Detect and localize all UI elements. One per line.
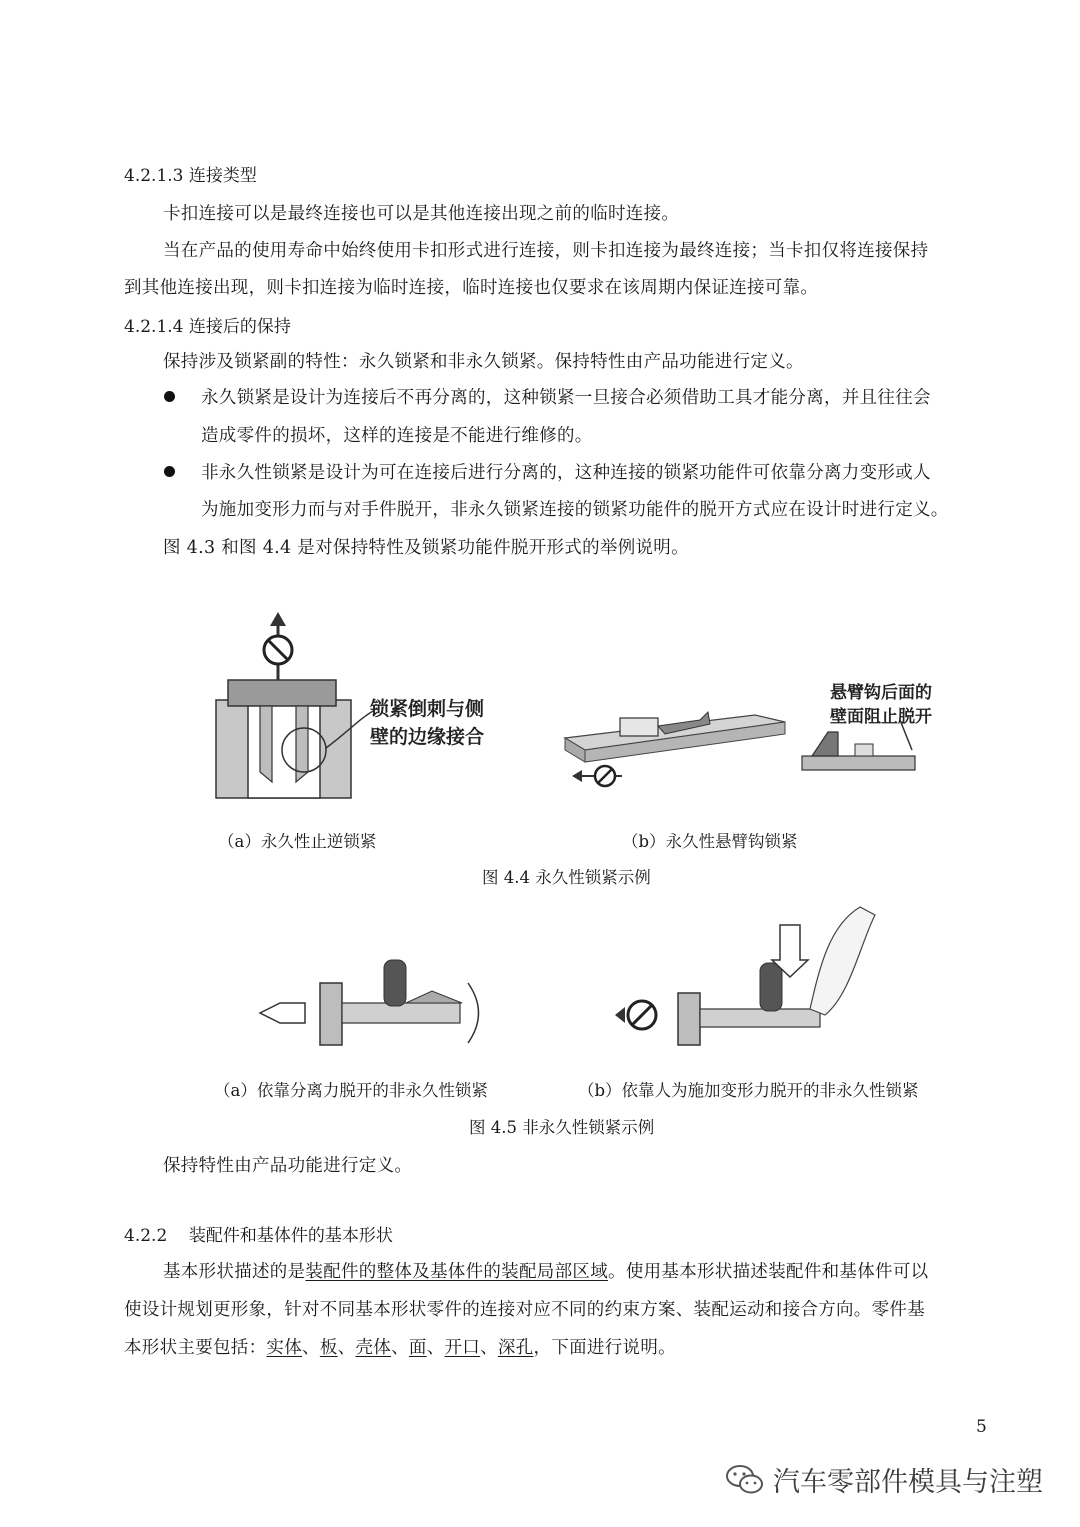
shape-term: 壳体 — [355, 1338, 392, 1358]
paragraph: 保持特性由产品功能进行定义。 — [163, 1156, 413, 1176]
figure-label: 悬臂钩后面的 — [830, 683, 932, 703]
watermark — [725, 1460, 1043, 1499]
no-pull-icon — [572, 766, 622, 786]
bullet-text-line: 非永久性锁紧是设计为可在连接后进行分离的，这种连接的锁紧功能件可依靠分离力变形或人 — [201, 463, 931, 483]
figure-caption: 图 4.5 非永久性锁紧示例 — [469, 1118, 655, 1137]
figure-b-cantilever-hook — [565, 682, 932, 786]
figure-subcaption: （a）永久性止逆锁紧 — [218, 832, 377, 851]
bullet-icon — [164, 466, 175, 477]
no-pull-icon — [615, 1001, 656, 1029]
shape-term: 开口 — [444, 1338, 481, 1358]
figure-4-4-illustration — [210, 600, 990, 815]
section-heading-4-2-2: 4.2.2 装配件和基体件的基本形状 — [124, 1226, 393, 1246]
figure-4-5-illustration — [250, 905, 880, 1055]
text-run: ，下面进行说明。 — [533, 1338, 676, 1358]
separator: 、 — [426, 1338, 445, 1358]
watermark-text: 汽车零部件模具与注塑 — [773, 1467, 1043, 1498]
bullet-icon — [164, 391, 175, 402]
section-heading-4-2-1-3: 4.2.1.3 连接类型 — [124, 166, 257, 186]
figure-b-manual-deformation — [615, 907, 875, 1045]
figure-subcaption: （a）依靠分离力脱开的非永久性锁紧 — [214, 1081, 488, 1100]
figure-label: 锁紧倒刺与侧 — [370, 698, 485, 720]
separator: 、 — [337, 1338, 356, 1358]
figure-label: 壁的边缘接合 — [370, 726, 485, 748]
shape-term: 面 — [408, 1338, 427, 1358]
shape-term: 板 — [319, 1338, 338, 1358]
no-pull-icon — [264, 612, 292, 680]
bullet-text-line: 永久锁紧是设计为连接后不再分离的，这种锁紧一旦接合必须借助工具才能分离，并且往往会 — [201, 388, 931, 408]
paragraph: 图 4.3 和图 4.4 是对保持特性及锁紧功能件脱开形式的举例说明。 — [163, 538, 689, 558]
paragraph: 保持涉及锁紧副的特性：永久锁紧和非永久锁紧。保持特性由产品功能进行定义。 — [163, 352, 804, 372]
section-heading-4-2-1-4: 4.2.1.4 连接后的保持 — [124, 317, 291, 337]
bullet-text-line: 为施加变形力而与对手件脱开，非永久锁紧连接的锁紧功能件的脱开方式应在设计时进行定义。 — [201, 500, 949, 520]
wechat-icon — [725, 1463, 765, 1497]
separator: 、 — [391, 1338, 409, 1358]
paragraph-line: 当在产品的使用寿命中始终使用卡扣形式进行连接，则卡扣连接为最终连接；当卡扣仅将连接保持 — [163, 241, 929, 261]
bullet-text-line: 造成零件的损坏，这样的连接是不能进行维修的。 — [201, 426, 593, 446]
text-run: 本形状主要包括： — [124, 1338, 267, 1358]
page-number: 5 — [976, 1417, 987, 1437]
paragraph: 卡扣连接可以是最终连接也可以是其他连接出现之前的临时连接。 — [163, 204, 680, 224]
shape-term: 深孔 — [497, 1338, 534, 1358]
paragraph-line: 到其他连接出现，则卡扣连接为临时连接，临时连接也仅要求在该周期内保证连接可靠。 — [124, 278, 819, 298]
shape-term: 实体 — [266, 1338, 303, 1358]
figure-a-permanent-barb — [216, 612, 484, 798]
separator: 、 — [302, 1338, 320, 1358]
paragraph-line — [163, 1258, 928, 1283]
text-run: 。使用基本形状描述装配件和基体件可以 — [608, 1262, 929, 1282]
figure-a-separation-force — [260, 960, 479, 1045]
paragraph-line — [124, 1334, 676, 1359]
figure-caption: 图 4.4 永久性锁紧示例 — [482, 868, 651, 887]
figure-subcaption: （b）依靠人为施加变形力脱开的非永久性锁紧 — [578, 1081, 919, 1100]
figure-subcaption: （b）永久性悬臂钩锁紧 — [622, 832, 798, 851]
paragraph-line: 使设计规划更形象，针对不同基本形状零件的连接对应不同的约束方案、装配运动和接合方向。零件基 — [124, 1300, 925, 1320]
text-run: 基本形状描述的是 — [163, 1262, 306, 1282]
underlined-term: 装配件的整体及基体件的装配局部区域 — [305, 1262, 609, 1282]
separator: 、 — [480, 1338, 498, 1358]
figure-label: 壁面阻止脱开 — [830, 707, 932, 727]
